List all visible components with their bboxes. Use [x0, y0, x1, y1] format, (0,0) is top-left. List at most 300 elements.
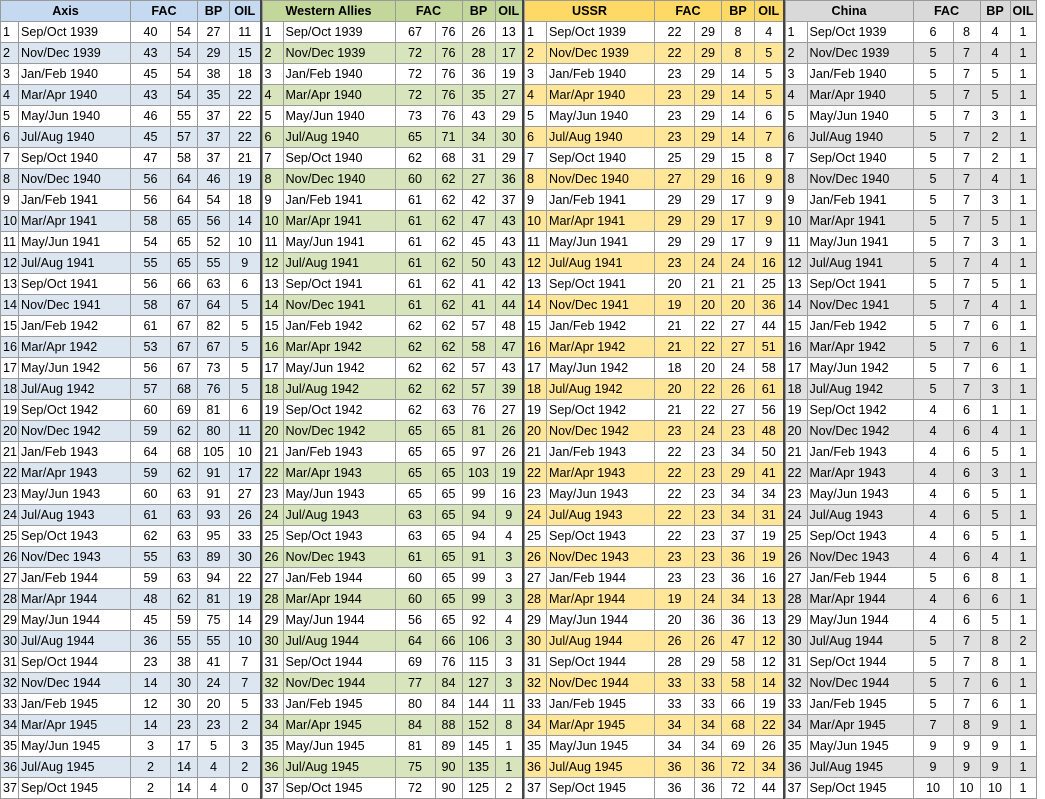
- fac-cell[interactable]: 61: [131, 316, 171, 337]
- row-number-cell[interactable]: 31: [1, 652, 19, 673]
- fac-cell[interactable]: 65: [395, 484, 435, 505]
- extra-cell[interactable]: 27: [495, 85, 523, 106]
- fac-cell[interactable]: 21: [655, 337, 695, 358]
- period-cell[interactable]: Nov/Dec 1942: [807, 421, 913, 442]
- fac-cell[interactable]: 5: [913, 673, 953, 694]
- period-cell[interactable]: Nov/Dec 1941: [19, 295, 131, 316]
- extra-cell[interactable]: 22: [755, 715, 784, 736]
- bp-cell[interactable]: 6: [953, 526, 980, 547]
- extra-cell[interactable]: 16: [495, 484, 523, 505]
- extra-cell[interactable]: 19: [230, 589, 261, 610]
- period-cell[interactable]: Mar/Apr 1945: [19, 715, 131, 736]
- period-cell[interactable]: Mar/Apr 1941: [547, 211, 655, 232]
- row-number-cell[interactable]: 3: [262, 64, 283, 85]
- bp-cell[interactable]: 90: [435, 778, 462, 799]
- period-cell[interactable]: Mar/Apr 1943: [19, 463, 131, 484]
- fac-cell[interactable]: 9: [913, 736, 953, 757]
- extra-cell[interactable]: 33: [230, 526, 261, 547]
- fac-cell[interactable]: 80: [395, 694, 435, 715]
- row-number-cell[interactable]: 9: [1, 190, 19, 211]
- oil-cell[interactable]: 5: [980, 442, 1010, 463]
- bp-cell[interactable]: 62: [435, 253, 462, 274]
- oil-cell[interactable]: 99: [462, 484, 495, 505]
- fac-cell[interactable]: 5: [913, 43, 953, 64]
- extra-cell[interactable]: 22: [230, 568, 261, 589]
- extra-cell[interactable]: 1: [1010, 442, 1036, 463]
- period-cell[interactable]: Nov/Dec 1943: [547, 547, 655, 568]
- oil-cell[interactable]: 47: [462, 211, 495, 232]
- row-number-cell[interactable]: 31: [262, 652, 283, 673]
- oil-cell[interactable]: 72: [722, 757, 755, 778]
- row-number-cell[interactable]: 32: [525, 673, 547, 694]
- bp-cell[interactable]: 24: [695, 253, 722, 274]
- bp-cell[interactable]: 88: [435, 715, 462, 736]
- period-cell[interactable]: Jul/Aug 1945: [547, 757, 655, 778]
- fac-cell[interactable]: 77: [395, 673, 435, 694]
- oil-cell[interactable]: 144: [462, 694, 495, 715]
- bp-cell[interactable]: 6: [953, 568, 980, 589]
- oil-cell[interactable]: 4: [980, 43, 1010, 64]
- oil-cell[interactable]: 81: [462, 421, 495, 442]
- oil-cell[interactable]: 24: [198, 673, 230, 694]
- bp-cell[interactable]: 65: [435, 484, 462, 505]
- fac-cell[interactable]: 60: [131, 400, 171, 421]
- period-cell[interactable]: May/Jun 1944: [807, 610, 913, 631]
- oil-cell[interactable]: 24: [722, 358, 755, 379]
- bp-cell[interactable]: 76: [435, 43, 462, 64]
- bp-cell[interactable]: 34: [695, 715, 722, 736]
- row-number-cell[interactable]: 8: [525, 169, 547, 190]
- row-number-cell[interactable]: 20: [785, 421, 807, 442]
- fac-cell[interactable]: 61: [395, 232, 435, 253]
- period-cell[interactable]: Jan/Feb 1940: [283, 64, 395, 85]
- extra-cell[interactable]: 1: [1010, 22, 1036, 43]
- row-number-cell[interactable]: 33: [1, 694, 19, 715]
- extra-cell[interactable]: 27: [230, 484, 261, 505]
- fac-cell[interactable]: 20: [655, 379, 695, 400]
- period-cell[interactable]: Nov/Dec 1943: [283, 547, 395, 568]
- oil-cell[interactable]: 94: [462, 526, 495, 547]
- period-cell[interactable]: May/Jun 1944: [547, 610, 655, 631]
- row-number-cell[interactable]: 10: [262, 211, 283, 232]
- bp-cell[interactable]: 65: [435, 610, 462, 631]
- fac-cell[interactable]: 43: [131, 85, 171, 106]
- extra-cell[interactable]: 58: [755, 358, 784, 379]
- bp-cell[interactable]: 62: [435, 274, 462, 295]
- row-number-cell[interactable]: 10: [1, 211, 19, 232]
- fac-cell[interactable]: 29: [655, 190, 695, 211]
- extra-cell[interactable]: 1: [1010, 778, 1036, 799]
- fac-cell[interactable]: 45: [131, 64, 171, 85]
- fac-cell[interactable]: 5: [913, 379, 953, 400]
- period-cell[interactable]: Jul/Aug 1942: [283, 379, 395, 400]
- row-number-cell[interactable]: 37: [262, 778, 283, 799]
- row-number-cell[interactable]: 21: [785, 442, 807, 463]
- row-number-cell[interactable]: 37: [525, 778, 547, 799]
- bp-cell[interactable]: 62: [435, 169, 462, 190]
- fac-cell[interactable]: 4: [913, 589, 953, 610]
- row-number-cell[interactable]: 21: [262, 442, 283, 463]
- period-cell[interactable]: May/Jun 1944: [19, 610, 131, 631]
- bp-cell[interactable]: 65: [435, 442, 462, 463]
- row-number-cell[interactable]: 30: [1, 631, 19, 652]
- oil-cell[interactable]: 47: [722, 631, 755, 652]
- fac-cell[interactable]: 53: [131, 337, 171, 358]
- fac-cell[interactable]: 5: [913, 253, 953, 274]
- row-number-cell[interactable]: 16: [262, 337, 283, 358]
- bp-cell[interactable]: 7: [953, 106, 980, 127]
- extra-cell[interactable]: 1: [1010, 400, 1036, 421]
- bp-cell[interactable]: 9: [953, 757, 980, 778]
- fac-cell[interactable]: 59: [131, 421, 171, 442]
- fac-cell[interactable]: 4: [913, 547, 953, 568]
- fac-cell[interactable]: 22: [655, 484, 695, 505]
- extra-cell[interactable]: 37: [495, 190, 523, 211]
- row-number-cell[interactable]: 18: [525, 379, 547, 400]
- oil-cell[interactable]: 91: [198, 463, 230, 484]
- period-cell[interactable]: Sep/Oct 1939: [547, 22, 655, 43]
- bp-cell[interactable]: 62: [435, 358, 462, 379]
- extra-cell[interactable]: 43: [495, 211, 523, 232]
- row-number-cell[interactable]: 26: [525, 547, 547, 568]
- china-col-header-bp[interactable]: BP: [980, 1, 1010, 22]
- period-cell[interactable]: Jan/Feb 1943: [19, 442, 131, 463]
- period-cell[interactable]: Mar/Apr 1941: [283, 211, 395, 232]
- bp-cell[interactable]: 76: [435, 22, 462, 43]
- oil-cell[interactable]: 4: [980, 421, 1010, 442]
- oil-cell[interactable]: 76: [198, 379, 230, 400]
- oil-cell[interactable]: 91: [198, 484, 230, 505]
- row-number-cell[interactable]: 17: [525, 358, 547, 379]
- period-cell[interactable]: Mar/Apr 1941: [19, 211, 131, 232]
- extra-cell[interactable]: 3: [495, 589, 523, 610]
- row-number-cell[interactable]: 9: [785, 190, 807, 211]
- oil-cell[interactable]: 37: [198, 106, 230, 127]
- row-number-cell[interactable]: 11: [1, 232, 19, 253]
- bp-cell[interactable]: 9: [953, 736, 980, 757]
- fac-cell[interactable]: 81: [395, 736, 435, 757]
- oil-cell[interactable]: 20: [198, 694, 230, 715]
- extra-cell[interactable]: 10: [230, 232, 261, 253]
- oil-cell[interactable]: 6: [980, 673, 1010, 694]
- period-cell[interactable]: May/Jun 1940: [19, 106, 131, 127]
- oil-cell[interactable]: 4: [980, 253, 1010, 274]
- extra-cell[interactable]: 47: [495, 337, 523, 358]
- fac-cell[interactable]: 4: [913, 505, 953, 526]
- row-number-cell[interactable]: 6: [1, 127, 19, 148]
- oil-cell[interactable]: 4: [198, 757, 230, 778]
- fac-cell[interactable]: 72: [395, 43, 435, 64]
- period-cell[interactable]: Jan/Feb 1945: [547, 694, 655, 715]
- fac-cell[interactable]: 22: [655, 526, 695, 547]
- fac-cell[interactable]: 69: [395, 652, 435, 673]
- period-cell[interactable]: Sep/Oct 1941: [547, 274, 655, 295]
- fac-cell[interactable]: 7: [913, 715, 953, 736]
- bp-cell[interactable]: 7: [953, 631, 980, 652]
- oil-cell[interactable]: 82: [198, 316, 230, 337]
- extra-cell[interactable]: 9: [755, 232, 784, 253]
- row-number-cell[interactable]: 3: [785, 64, 807, 85]
- row-number-cell[interactable]: 23: [262, 484, 283, 505]
- oil-cell[interactable]: 6: [980, 358, 1010, 379]
- extra-cell[interactable]: 43: [495, 232, 523, 253]
- row-number-cell[interactable]: 16: [1, 337, 19, 358]
- bp-cell[interactable]: 68: [435, 148, 462, 169]
- period-cell[interactable]: Jul/Aug 1940: [547, 127, 655, 148]
- extra-cell[interactable]: 5: [230, 379, 261, 400]
- oil-cell[interactable]: 97: [462, 442, 495, 463]
- bp-cell[interactable]: 65: [171, 253, 198, 274]
- period-cell[interactable]: Nov/Dec 1943: [807, 547, 913, 568]
- period-cell[interactable]: Jul/Aug 1943: [547, 505, 655, 526]
- row-number-cell[interactable]: 35: [262, 736, 283, 757]
- fac-cell[interactable]: 5: [913, 316, 953, 337]
- extra-cell[interactable]: 1: [1010, 757, 1036, 778]
- oil-cell[interactable]: 145: [462, 736, 495, 757]
- period-cell[interactable]: Nov/Dec 1944: [19, 673, 131, 694]
- oil-cell[interactable]: 8: [980, 652, 1010, 673]
- oil-cell[interactable]: 6: [980, 694, 1010, 715]
- oil-cell[interactable]: 27: [722, 400, 755, 421]
- extra-cell[interactable]: 26: [755, 736, 784, 757]
- bp-cell[interactable]: 30: [171, 694, 198, 715]
- extra-cell[interactable]: 43: [495, 358, 523, 379]
- axis-col-header-bp[interactable]: BP: [198, 1, 230, 22]
- fac-cell[interactable]: 63: [395, 526, 435, 547]
- bp-cell[interactable]: 89: [435, 736, 462, 757]
- fac-cell[interactable]: 29: [655, 211, 695, 232]
- fac-cell[interactable]: 60: [395, 169, 435, 190]
- bp-cell[interactable]: 7: [953, 337, 980, 358]
- period-cell[interactable]: Mar/Apr 1941: [807, 211, 913, 232]
- oil-cell[interactable]: 63: [198, 274, 230, 295]
- fac-cell[interactable]: 61: [395, 274, 435, 295]
- oil-cell[interactable]: 73: [198, 358, 230, 379]
- bp-cell[interactable]: 36: [695, 757, 722, 778]
- extra-cell[interactable]: 41: [755, 463, 784, 484]
- oil-cell[interactable]: 29: [722, 463, 755, 484]
- period-cell[interactable]: Mar/Apr 1944: [807, 589, 913, 610]
- period-cell[interactable]: Sep/Oct 1941: [19, 274, 131, 295]
- row-number-cell[interactable]: 15: [1, 316, 19, 337]
- bp-cell[interactable]: 65: [171, 232, 198, 253]
- fac-cell[interactable]: 65: [395, 421, 435, 442]
- row-number-cell[interactable]: 10: [525, 211, 547, 232]
- extra-cell[interactable]: 50: [755, 442, 784, 463]
- bp-cell[interactable]: 6: [953, 547, 980, 568]
- period-cell[interactable]: Jan/Feb 1942: [283, 316, 395, 337]
- row-number-cell[interactable]: 9: [262, 190, 283, 211]
- bp-cell[interactable]: 63: [171, 505, 198, 526]
- bp-cell[interactable]: 8: [953, 22, 980, 43]
- bp-cell[interactable]: 76: [435, 85, 462, 106]
- row-number-cell[interactable]: 33: [785, 694, 807, 715]
- row-number-cell[interactable]: 33: [525, 694, 547, 715]
- fac-cell[interactable]: 36: [131, 631, 171, 652]
- fac-cell[interactable]: 45: [131, 127, 171, 148]
- oil-cell[interactable]: 103: [462, 463, 495, 484]
- fac-cell[interactable]: 22: [655, 505, 695, 526]
- period-cell[interactable]: May/Jun 1945: [283, 736, 395, 757]
- extra-cell[interactable]: 1: [1010, 190, 1036, 211]
- oil-cell[interactable]: 41: [198, 652, 230, 673]
- row-number-cell[interactable]: 18: [1, 379, 19, 400]
- extra-cell[interactable]: 11: [495, 694, 523, 715]
- fac-cell[interactable]: 23: [655, 253, 695, 274]
- fac-cell[interactable]: 29: [655, 232, 695, 253]
- period-cell[interactable]: Mar/Apr 1945: [547, 715, 655, 736]
- period-cell[interactable]: Jan/Feb 1941: [19, 190, 131, 211]
- row-number-cell[interactable]: 29: [525, 610, 547, 631]
- oil-cell[interactable]: 21: [722, 274, 755, 295]
- extra-cell[interactable]: 2: [230, 715, 261, 736]
- row-number-cell[interactable]: 29: [785, 610, 807, 631]
- period-cell[interactable]: Sep/Oct 1940: [547, 148, 655, 169]
- oil-cell[interactable]: 23: [722, 421, 755, 442]
- bp-cell[interactable]: 6: [953, 400, 980, 421]
- bp-cell[interactable]: 21: [695, 274, 722, 295]
- oil-cell[interactable]: 3: [980, 190, 1010, 211]
- extra-cell[interactable]: 19: [495, 64, 523, 85]
- oil-cell[interactable]: 2: [980, 148, 1010, 169]
- extra-cell[interactable]: 44: [755, 316, 784, 337]
- period-cell[interactable]: May/Jun 1942: [19, 358, 131, 379]
- period-cell[interactable]: Nov/Dec 1943: [19, 547, 131, 568]
- period-cell[interactable]: May/Jun 1940: [283, 106, 395, 127]
- fac-cell[interactable]: 72: [395, 64, 435, 85]
- row-number-cell[interactable]: 6: [262, 127, 283, 148]
- fac-cell[interactable]: 59: [131, 463, 171, 484]
- bp-cell[interactable]: 6: [953, 421, 980, 442]
- oil-cell[interactable]: 105: [198, 442, 230, 463]
- row-number-cell[interactable]: 17: [785, 358, 807, 379]
- fac-cell[interactable]: 4: [913, 463, 953, 484]
- axis-title-header[interactable]: Axis: [1, 1, 131, 22]
- oil-cell[interactable]: 5: [980, 64, 1010, 85]
- bp-cell[interactable]: 29: [695, 127, 722, 148]
- fac-cell[interactable]: 55: [131, 253, 171, 274]
- extra-cell[interactable]: 10: [230, 631, 261, 652]
- fac-cell[interactable]: 73: [395, 106, 435, 127]
- row-number-cell[interactable]: 14: [262, 295, 283, 316]
- row-number-cell[interactable]: 13: [785, 274, 807, 295]
- fac-cell[interactable]: 43: [131, 43, 171, 64]
- bp-cell[interactable]: 7: [953, 211, 980, 232]
- bp-cell[interactable]: 62: [435, 190, 462, 211]
- row-number-cell[interactable]: 14: [785, 295, 807, 316]
- fac-cell[interactable]: 65: [395, 442, 435, 463]
- bp-cell[interactable]: 6: [953, 463, 980, 484]
- bp-cell[interactable]: 7: [953, 148, 980, 169]
- fac-cell[interactable]: 28: [655, 652, 695, 673]
- fac-cell[interactable]: 5: [913, 652, 953, 673]
- row-number-cell[interactable]: 28: [1, 589, 19, 610]
- row-number-cell[interactable]: 16: [525, 337, 547, 358]
- period-cell[interactable]: Mar/Apr 1942: [19, 337, 131, 358]
- row-number-cell[interactable]: 4: [525, 85, 547, 106]
- fac-cell[interactable]: 21: [655, 400, 695, 421]
- bp-cell[interactable]: 55: [171, 106, 198, 127]
- row-number-cell[interactable]: 26: [785, 547, 807, 568]
- period-cell[interactable]: May/Jun 1940: [547, 106, 655, 127]
- extra-cell[interactable]: 1: [495, 757, 523, 778]
- bp-cell[interactable]: 29: [695, 169, 722, 190]
- period-cell[interactable]: Jul/Aug 1943: [807, 505, 913, 526]
- period-cell[interactable]: Jul/Aug 1945: [19, 757, 131, 778]
- bp-cell[interactable]: 54: [171, 22, 198, 43]
- fac-cell[interactable]: 23: [655, 421, 695, 442]
- fac-cell[interactable]: 56: [395, 610, 435, 631]
- row-number-cell[interactable]: 13: [525, 274, 547, 295]
- bp-cell[interactable]: 22: [695, 316, 722, 337]
- extra-cell[interactable]: 26: [230, 505, 261, 526]
- row-number-cell[interactable]: 4: [1, 85, 19, 106]
- oil-cell[interactable]: 94: [462, 505, 495, 526]
- row-number-cell[interactable]: 12: [262, 253, 283, 274]
- extra-cell[interactable]: 3: [495, 631, 523, 652]
- row-number-cell[interactable]: 21: [1, 442, 19, 463]
- oil-cell[interactable]: 29: [198, 43, 230, 64]
- fac-cell[interactable]: 62: [395, 316, 435, 337]
- extra-cell[interactable]: 1: [1010, 316, 1036, 337]
- extra-cell[interactable]: 7: [230, 673, 261, 694]
- oil-cell[interactable]: 1: [980, 400, 1010, 421]
- extra-cell[interactable]: 2: [1010, 631, 1036, 652]
- fac-cell[interactable]: 67: [395, 22, 435, 43]
- period-cell[interactable]: Jul/Aug 1945: [807, 757, 913, 778]
- bp-cell[interactable]: 33: [695, 673, 722, 694]
- extra-cell[interactable]: 19: [230, 169, 261, 190]
- oil-cell[interactable]: 26: [722, 379, 755, 400]
- bp-cell[interactable]: 23: [695, 505, 722, 526]
- fac-cell[interactable]: 65: [395, 127, 435, 148]
- extra-cell[interactable]: 5: [755, 85, 784, 106]
- bp-cell[interactable]: 7: [953, 358, 980, 379]
- extra-cell[interactable]: 8: [495, 715, 523, 736]
- fac-cell[interactable]: 60: [131, 484, 171, 505]
- bp-cell[interactable]: 65: [171, 211, 198, 232]
- extra-cell[interactable]: 1: [1010, 211, 1036, 232]
- bp-cell[interactable]: 7: [953, 43, 980, 64]
- oil-cell[interactable]: 20: [722, 295, 755, 316]
- bp-cell[interactable]: 84: [435, 694, 462, 715]
- oil-cell[interactable]: 5: [198, 736, 230, 757]
- period-cell[interactable]: Sep/Oct 1943: [283, 526, 395, 547]
- extra-cell[interactable]: 22: [230, 85, 261, 106]
- period-cell[interactable]: Mar/Apr 1944: [547, 589, 655, 610]
- extra-cell[interactable]: 16: [755, 253, 784, 274]
- fac-cell[interactable]: 5: [913, 631, 953, 652]
- bp-cell[interactable]: 36: [695, 778, 722, 799]
- period-cell[interactable]: Sep/Oct 1939: [807, 22, 913, 43]
- extra-cell[interactable]: 30: [230, 547, 261, 568]
- bp-cell[interactable]: 65: [435, 421, 462, 442]
- bp-cell[interactable]: 23: [695, 484, 722, 505]
- bp-cell[interactable]: 7: [953, 253, 980, 274]
- row-number-cell[interactable]: 7: [785, 148, 807, 169]
- extra-cell[interactable]: 34: [755, 757, 784, 778]
- period-cell[interactable]: Mar/Apr 1940: [547, 85, 655, 106]
- oil-cell[interactable]: 5: [980, 505, 1010, 526]
- row-number-cell[interactable]: 28: [525, 589, 547, 610]
- extra-cell[interactable]: 56: [755, 400, 784, 421]
- row-number-cell[interactable]: 8: [262, 169, 283, 190]
- period-cell[interactable]: Nov/Dec 1940: [807, 169, 913, 190]
- oil-cell[interactable]: 93: [198, 505, 230, 526]
- oil-cell[interactable]: 72: [722, 778, 755, 799]
- bp-cell[interactable]: 65: [435, 568, 462, 589]
- bp-cell[interactable]: 68: [171, 379, 198, 400]
